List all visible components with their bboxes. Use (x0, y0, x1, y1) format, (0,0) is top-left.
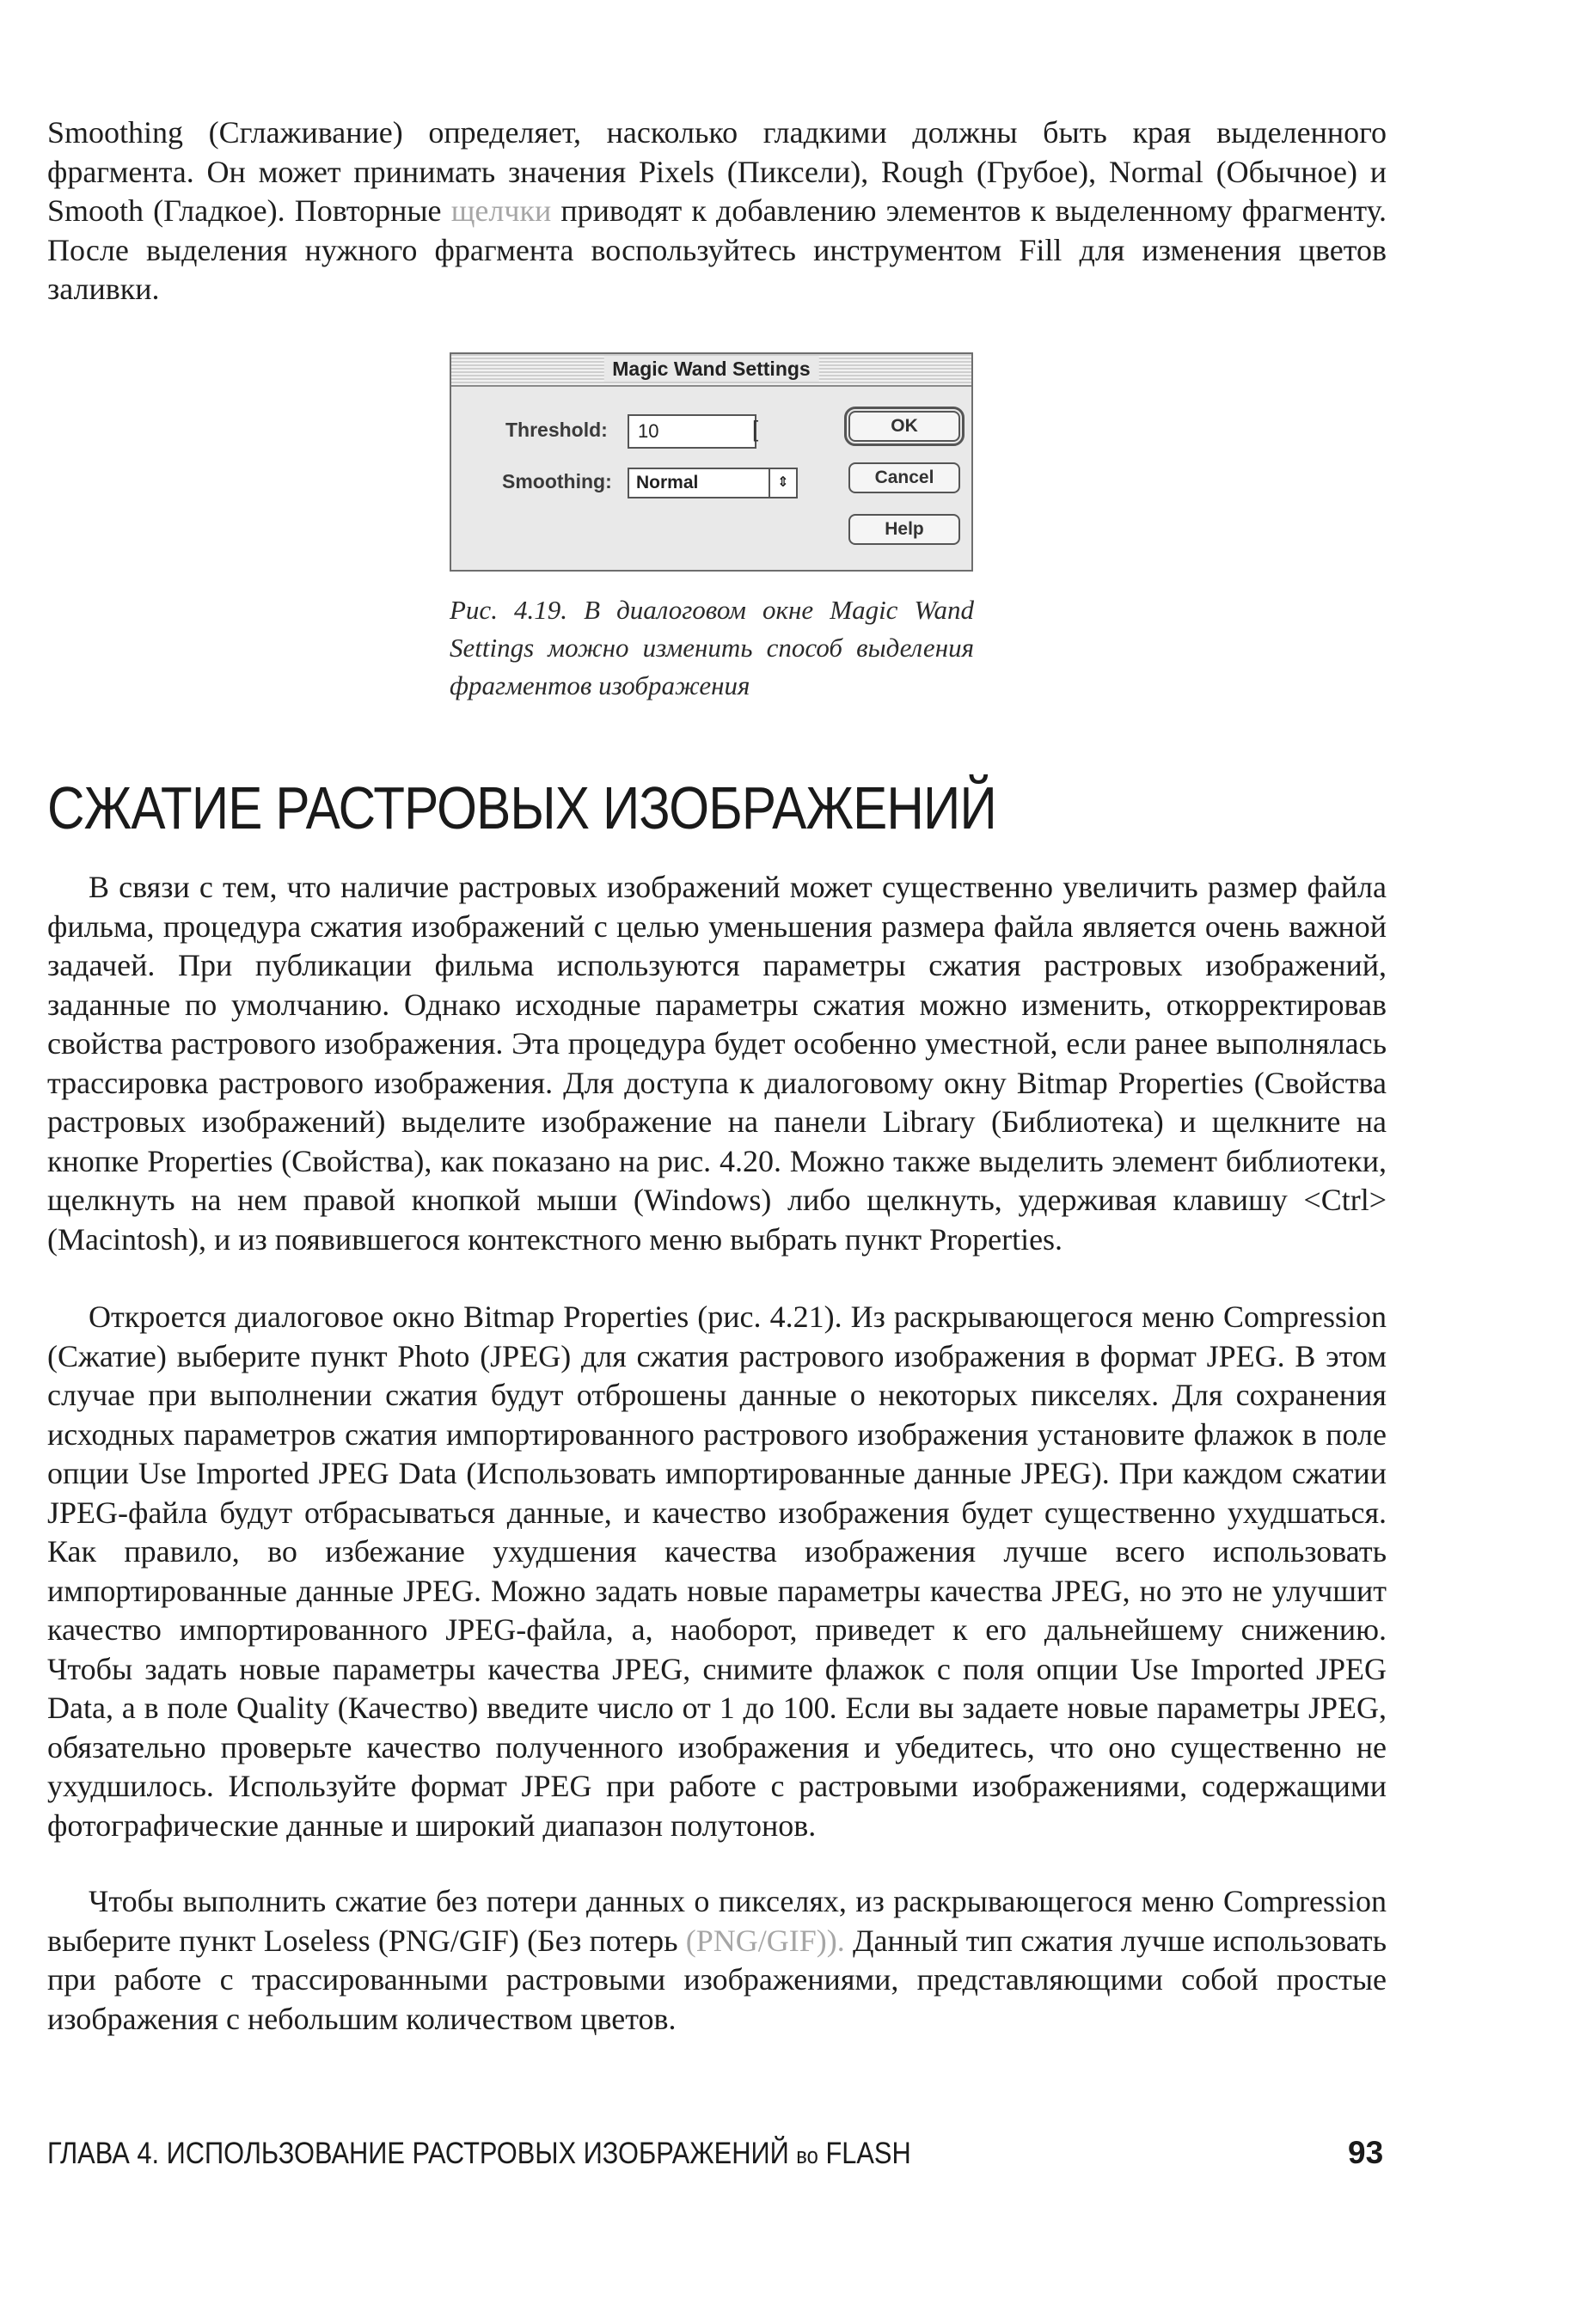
paragraph-intro-highlight: щелчки (450, 193, 552, 228)
smoothing-selected-value: Normal (636, 473, 699, 492)
footer-chapter-small: во (796, 2143, 818, 2168)
paragraph-3 (47, 1298, 1387, 1845)
paragraph-2-text: В связи с тем, что наличие растровых изображений может существенно увеличить размер файла фильма, процедура сжатия изображений с целью уменьшения размера файла является очень важной задачей. При публикации фильма используются параметры сжатия растровых изображений, заданные по умолчанию. Однако исходные параметры сжатия можно изменить, откорректировав свойства растрового изображения. Эта процедура будет особенно уместной, если ранее выполнялась трассировка растрового изображения. Для доступа к диалоговому окну Bitmap Properties (Свойства растровых изображений) выделите изображение на панели Library (Библиотека) и щелкните на кнопке Properties (Свойства), как показано на рис. 4.20. Можно также выделить элемент библиотеки, щелкнуть на нем правой кнопкой мыши (Windows) либо щелкнуть, удерживая клавишу <Ctrl> (Macintosh), и из появившегося контекстного меню выбрать пункт Properties. (47, 870, 1387, 1257)
footer-chapter-prefix: ГЛАВА 4. ИСПОЛЬЗОВАНИЕ РАСТРОВЫХ ИЗОБРАЖЕНИЙ (47, 2137, 797, 2170)
magic-wand-settings-dialog (450, 352, 973, 572)
paragraph-intro-text: Smoothing (Сглаживание) определяет, насколько гладкими должны быть края выделенного фрагмента. Он может принимать значения Pixels (Пиксели), Rough (Грубое), Normal (Обычное) и Smooth (Гладкое). Повторные (47, 115, 1387, 228)
paragraph-intro (47, 113, 1387, 309)
dialog-title: Magic Wand Settings (603, 356, 818, 382)
paragraph-4-end: Данный тип сжатия лучше использовать при работе с трассированными растровыми изображениями, представляющими собой простые изображения с небольшим количеством цветов. (47, 1923, 1387, 2036)
ok-button[interactable]: OK (848, 411, 960, 442)
dialog-titlebar (451, 354, 971, 387)
figure-caption: Рис. 4.19. В диалоговом окне Magic Wand Settings можно изменить способ выделения фрагментов изображения (450, 595, 974, 700)
threshold-label: Threshold: (505, 419, 608, 441)
footer-chapter-suffix: FLASH (818, 2137, 911, 2170)
paragraph-3-text: Откроется диалоговое окно Bitmap Properties (рис. 4.21). Из раскрывающегося меню Compression (Сжатие) выберите пункт Photo (JPEG) для сжатия растрового изображения в формат JPEG. В этом случае при выполнении сжатия будут отброшены данные о некоторых пикселях. Для сохранения исходных параметров сжатия импортированного растрового изображения установите флажок в поле опции Use Imported JPEG Data (Использовать импортированные данные JPEG). При каждом сжатии JPEG-файла будут отбрасываться данные, и качество изображения будет существенно ухудшаться. Как правило, во избежание ухудшения качества изображения лучше всего использовать импортированные данные JPEG. Можно задать новые параметры качества JPEG, но это не улучшит качество импортированного JPEG-файла, а, наоборот, приведет к его дальнейшему снижению. Чтобы задать новые параметры качества JPEG, снимите флажок с поля опции Use Imported JPEG Data, а в поле Quality (Качество) введите число от 1 до 100. Если вы задаете новые параметры JPEG, обязательно проверьте качество полученного изображения и убедитесь, что оно существенно не ухудшилось. Используйте формат JPEG при работе с растровыми изображениями, содержащими фотографические данные и широкий диапазон полутонов. (47, 1300, 1387, 1843)
cancel-button[interactable]: Cancel (848, 462, 960, 493)
paragraph-4-start: Чтобы выполнить сжатие без потери данных о пикселях, из раскрывающегося меню Compression выберите пункт Loseless (PNG/GIF) (Без потерь (47, 1884, 1387, 1958)
page-number: 93 (1348, 2135, 1384, 2170)
text-cursor-icon: [ (752, 416, 759, 442)
section-heading: СЖАТИЕ РАСТРОВЫХ ИЗОБРАЖЕНИЙ (47, 774, 996, 841)
up-down-arrows-icon: ⇕ (769, 469, 796, 497)
paragraph-4-highlight: (PNG/GIF)). (685, 1923, 845, 1958)
help-button[interactable]: Help (848, 514, 960, 545)
threshold-input[interactable]: 10 (628, 414, 756, 449)
paragraph-intro-tail: приводят к добавлению элементов к выделенному фрагменту. После выделения нужного фрагмента воспользуйтесь инструментом Fill для изменения цветов заливки. (47, 193, 1387, 306)
running-footer (47, 2137, 911, 2171)
smoothing-select[interactable] (628, 468, 798, 498)
smoothing-label: Smoothing: (502, 470, 612, 492)
paragraph-4 (47, 1882, 1387, 2039)
paragraph-2 (47, 868, 1387, 1259)
